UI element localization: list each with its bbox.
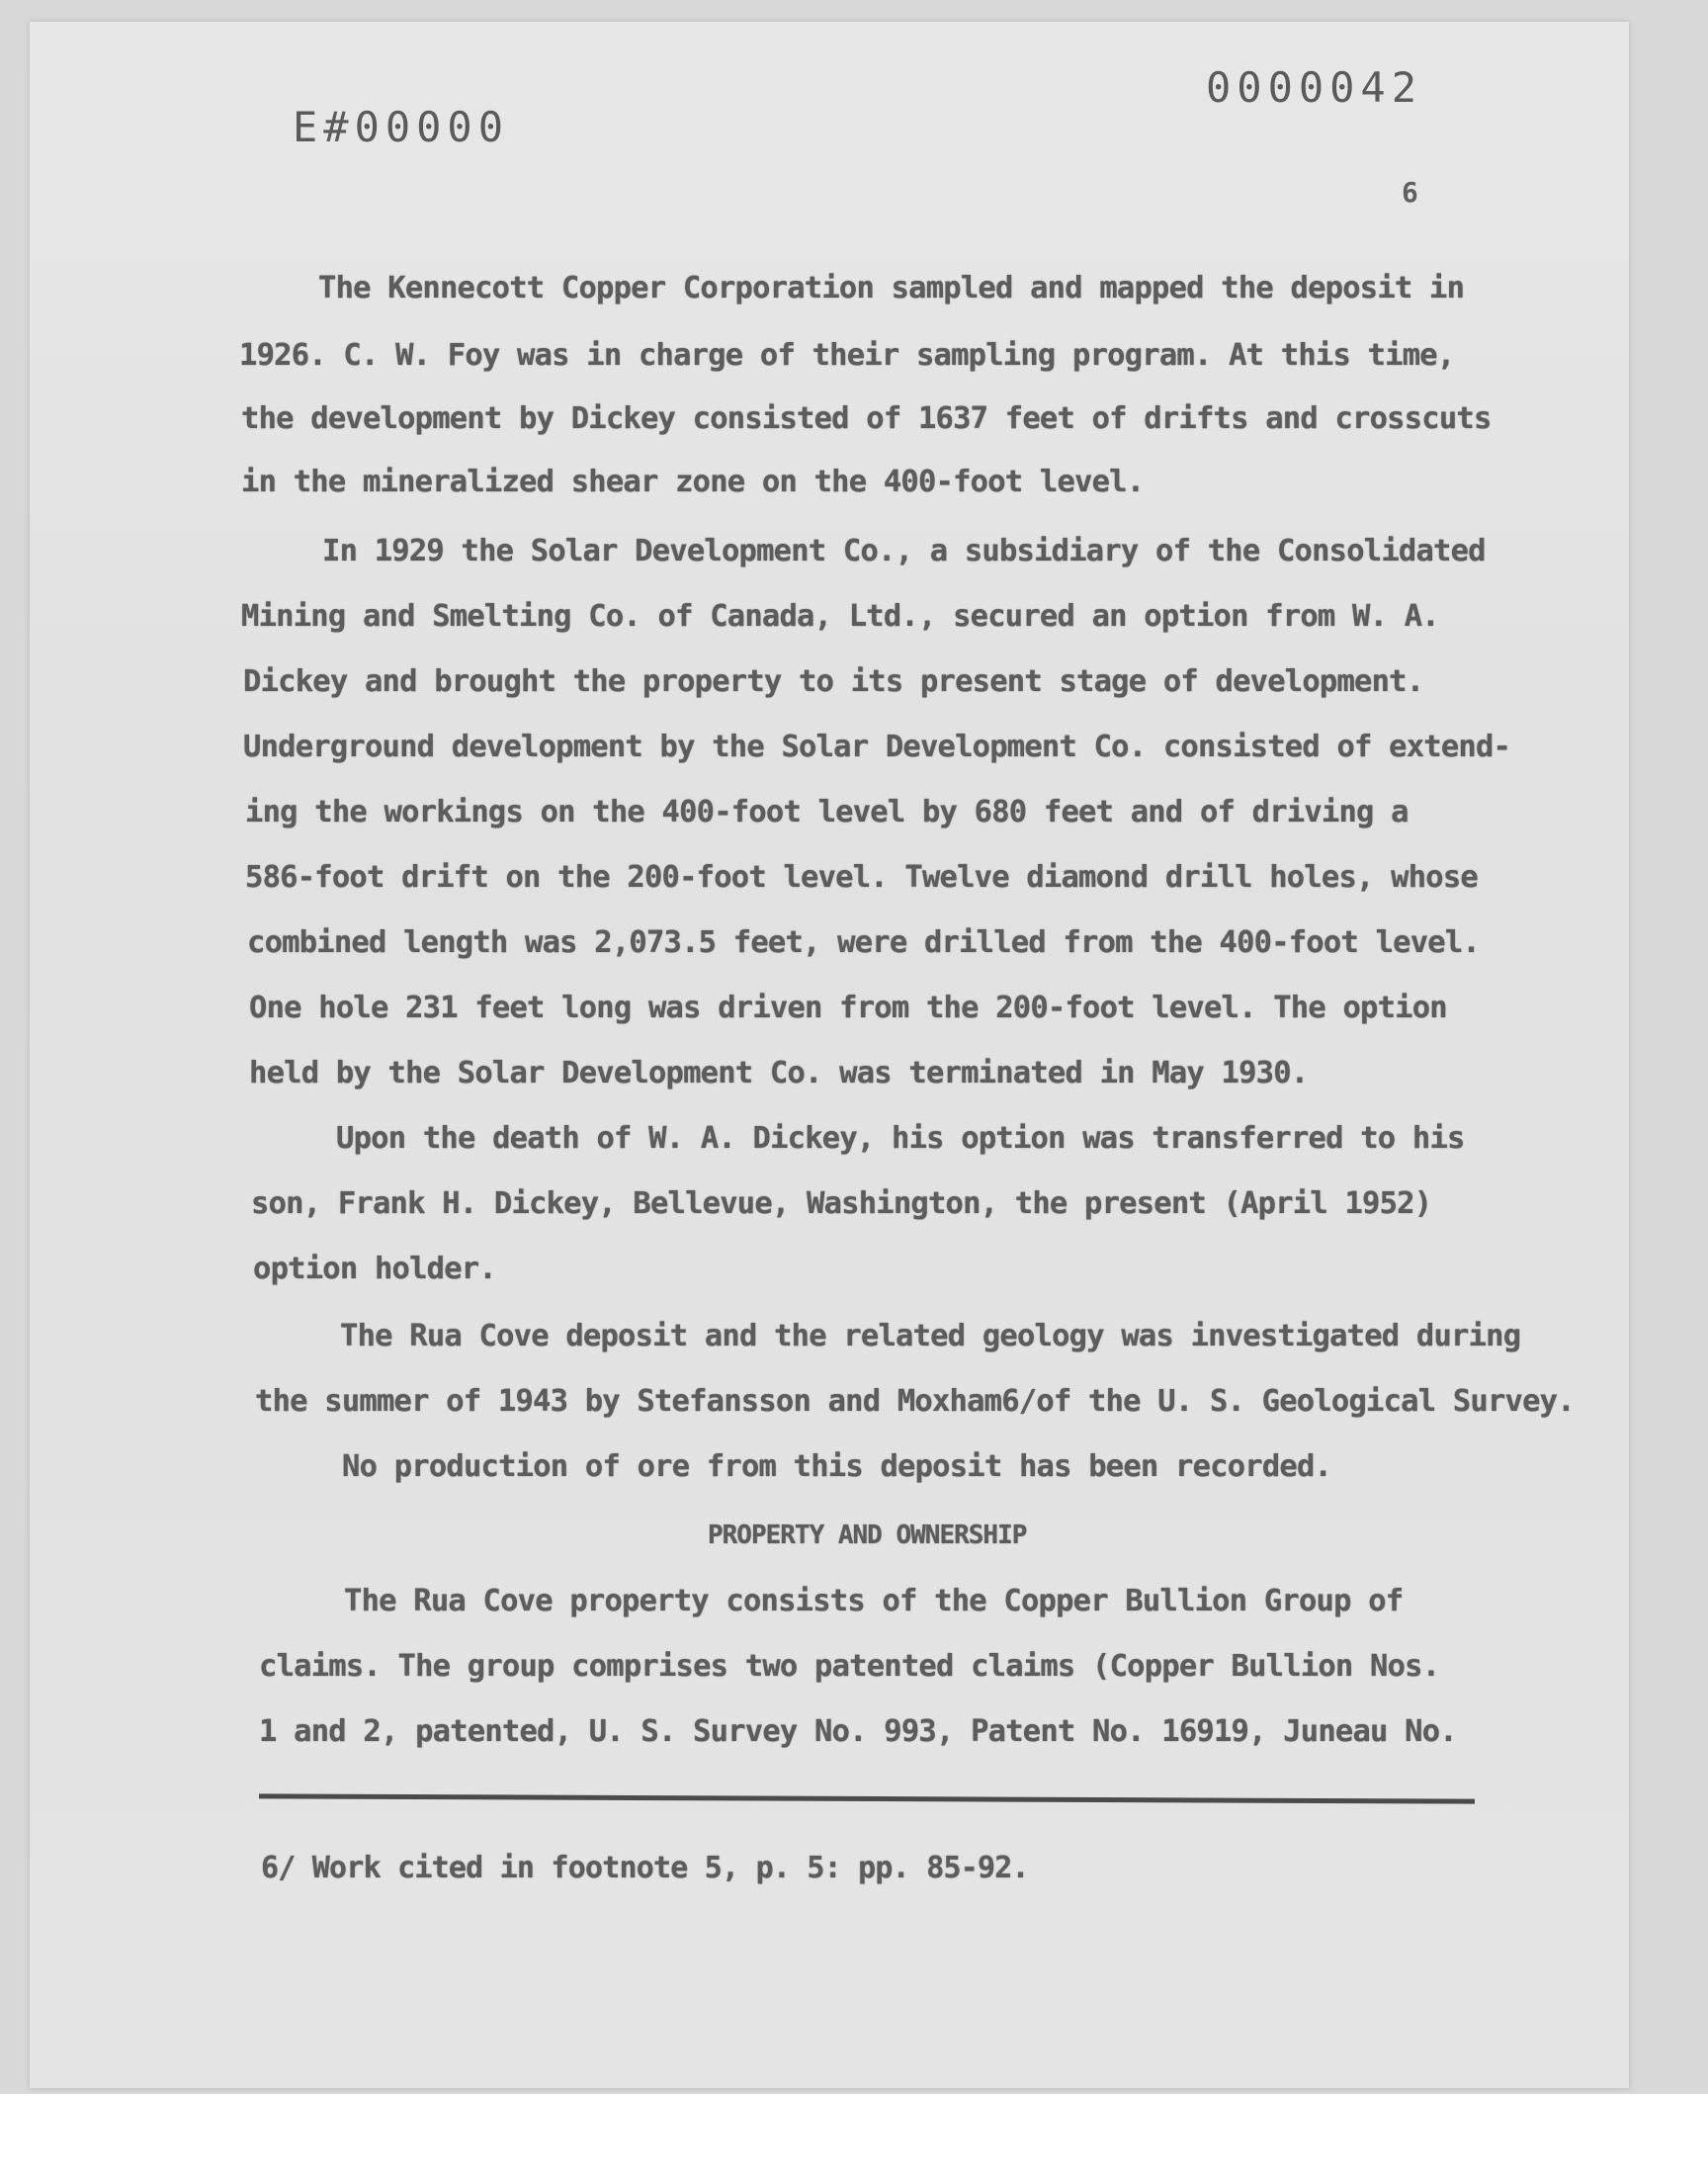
- text-line: 1926. C. W. Foy was in charge of their sampling program. At this time,: [239, 338, 1455, 373]
- footnote: 6/ Work cited in footnote 5, p. 5: pp. 85-92.: [261, 1851, 1029, 1885]
- text-line: One hole 231 feet long was driven from the 200-foot level. The option: [249, 991, 1447, 1025]
- text-line: Upon the death of W. A. Dickey, his option was transferred to his: [336, 1121, 1465, 1156]
- text-line: ing the workings on the 400-foot level by 680 feet and of driving a: [245, 795, 1409, 829]
- text-line: Dickey and brought the property to its present stage of development.: [243, 664, 1424, 699]
- section-heading: PROPERTY AND OWNERSHIP: [708, 1521, 1027, 1550]
- text-line: No production of ore from this deposit has been recorded.: [342, 1449, 1332, 1484]
- text-line: the summer of 1943 by Stefansson and Moxham6/of the U. S. Geological Survey.: [255, 1384, 1575, 1419]
- text-line: the development by Dickey consisted of 1637 feet of drifts and crosscuts: [241, 401, 1492, 436]
- text-line: son, Frank H. Dickey, Bellevue, Washington, the present (April 1952): [251, 1186, 1432, 1221]
- text-line: option holder.: [253, 1252, 496, 1286]
- text-line: In 1929 the Solar Development Co., a subsidiary of the Consolidated: [322, 534, 1486, 568]
- text-line: 586-foot drift on the 200-foot level. Twelve diamond drill holes, whose: [245, 860, 1478, 895]
- text-line: held by the Solar Development Co. was terminated in May 1930.: [249, 1056, 1309, 1090]
- text-line: The Rua Cove deposit and the related geology was investigated during: [340, 1319, 1521, 1353]
- text-line: The Rua Cove property consists of the Copper Bullion Group of: [344, 1584, 1404, 1618]
- document-stamp-number: 0000042: [1206, 63, 1423, 112]
- text-line: The Kennecott Copper Corporation sampled and mapped the deposit in: [318, 271, 1465, 305]
- document-stamp-number-faded: E#00000: [293, 103, 510, 151]
- text-line: Mining and Smelting Co. of Canada, Ltd., secured an option from W. A.: [241, 599, 1439, 634]
- document-page: [30, 22, 1629, 2088]
- text-line: claims. The group comprises two patented claims (Copper Bullion Nos.: [259, 1649, 1440, 1684]
- page-number: 6: [1402, 176, 1418, 209]
- text-line: in the mineralized shear zone on the 400-foot level.: [241, 465, 1145, 499]
- text-line: 1 and 2, patented, U. S. Survey No. 993, Patent No. 16919, Juneau No.: [259, 1714, 1457, 1749]
- text-line: combined length was 2,073.5 feet, were drilled from the 400-foot level.: [247, 925, 1480, 960]
- text-line: Underground development by the Solar Development Co. consisted of extend-: [243, 730, 1511, 764]
